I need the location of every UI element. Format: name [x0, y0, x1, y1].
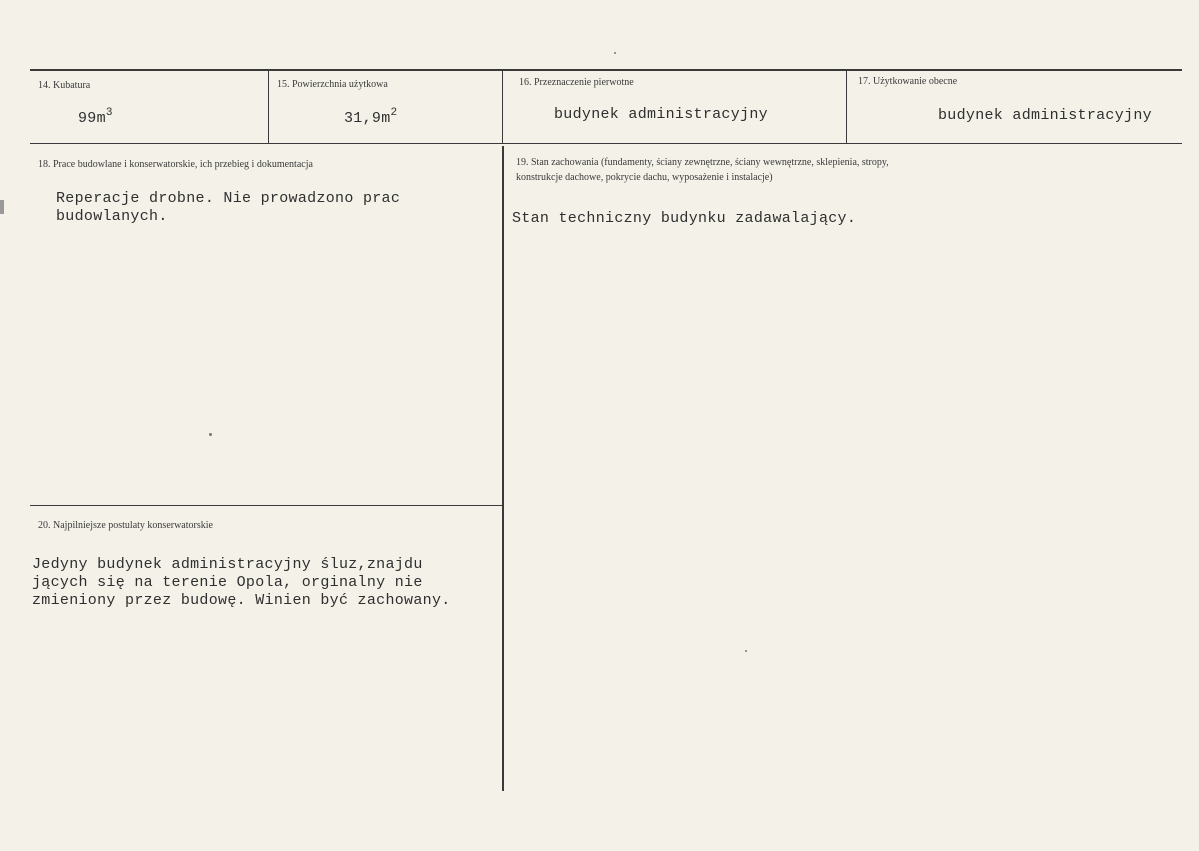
row1-divider-1: [268, 71, 269, 143]
f15-label: 15. Powierzchnia użytkowa: [277, 79, 388, 90]
f16-label: 16. Przeznaczenie pierwotne: [519, 77, 634, 88]
top-rule: [30, 69, 1182, 71]
paper-speck: [614, 52, 616, 54]
f14-value-text: 99m: [78, 110, 106, 127]
f19-label-line-2: konstrukcje dachowe, pokrycie dachu, wyposażenie i instalacje): [516, 172, 773, 183]
f14-value-sup: 3: [105, 107, 113, 119]
paper-speck: [209, 433, 212, 436]
f16-value: budynek administracyjny: [554, 106, 768, 123]
f15-value: [344, 104, 397, 128]
edge-mark: [0, 200, 4, 214]
f14-value: [78, 104, 113, 128]
row1-divider-2: [502, 71, 503, 143]
f20-line-1: Jedyny budynek administracyjny śluz,znajdu: [32, 556, 423, 573]
f20-line-3: zmieniony przez budowę. Winien być zachowany.: [32, 592, 451, 609]
f18-line-1: Reperacje drobne. Nie prowadzono prac: [56, 190, 401, 207]
f18-label: 18. Prace budowlane i konserwatorskie, ich przebieg i dokumentacja: [38, 159, 313, 170]
f17-label: 17. Użytkowanie obecne: [858, 76, 958, 87]
f20-line-2: jących się na terenie Opola, orginalny nie: [32, 574, 423, 591]
f19-value: Stan techniczny budynku zadawalający.: [512, 210, 857, 227]
row1-bottom-rule: [30, 143, 1182, 144]
f14-label: 14. Kubatura: [38, 80, 91, 91]
f17-value: budynek administracyjny: [938, 107, 1152, 124]
f18-bottom-rule: [30, 505, 502, 506]
f15-value-sup: 2: [390, 107, 398, 119]
row1-divider-3: [846, 71, 847, 143]
main-divider: [502, 146, 504, 791]
f18-line-2: budowlanych.: [56, 208, 168, 225]
f20-label: 20. Najpilniejsze postulaty konserwatorskie: [38, 520, 213, 531]
paper-speck: [745, 650, 747, 652]
f19-label-line-1: 19. Stan zachowania (fundamenty, ściany zewnętrzne, ściany wewnętrzne, sklepienia, stropy,: [516, 157, 889, 168]
f15-value-text: 31,9m: [344, 110, 391, 127]
